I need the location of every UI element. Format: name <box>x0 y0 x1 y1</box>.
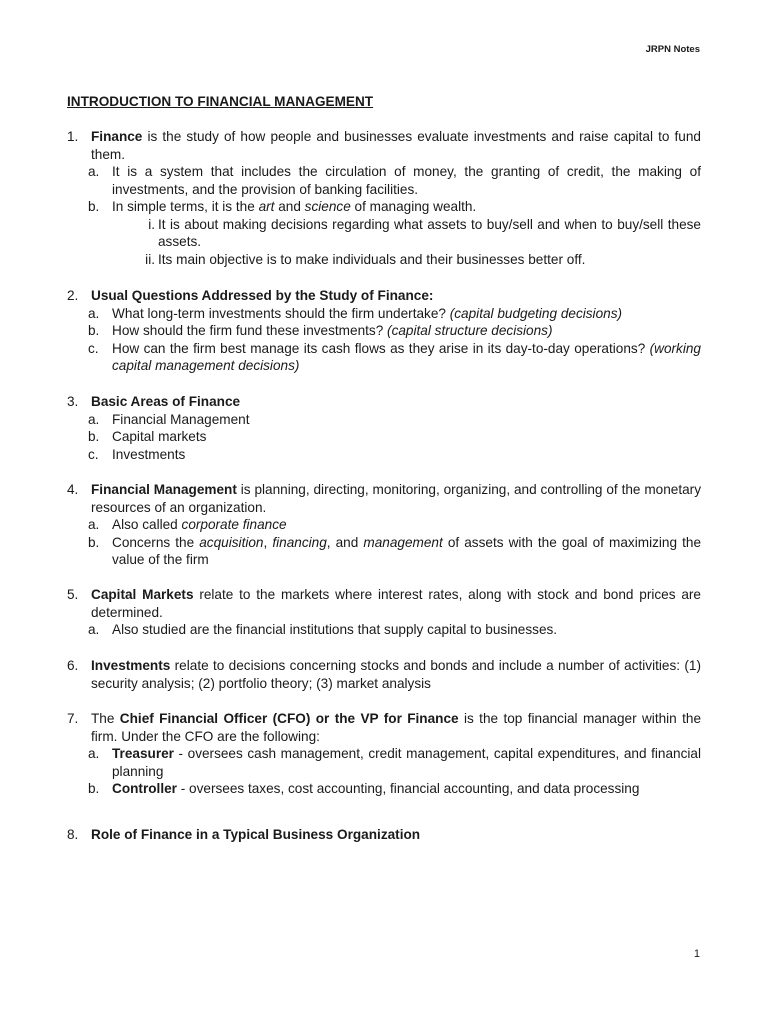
sub-item: a. Financial Management <box>88 411 250 427</box>
item-text: relate to the markets where interest rates, along with stock and bond prices are determined. <box>91 587 701 620</box>
item-term: Investments <box>91 658 171 673</box>
list-item-6 <box>67 657 701 692</box>
item-text: is planning, directing, monitoring, organizing, and controlling of the monetary resources of an organization. <box>91 482 701 515</box>
item-heading: Usual Questions Addressed by the Study of Finance: <box>91 288 434 303</box>
list-item-8 <box>67 826 701 844</box>
item-number: 8. <box>67 827 79 842</box>
sub-item: b. Capital markets <box>88 429 207 444</box>
item-text: relate to decisions concerning stocks and bonds and include a number of activities: (1) security analysis; (2) portfolio theory; (3) market analysis <box>91 658 701 691</box>
item-number: 3. <box>67 394 79 409</box>
sub-sub-item: ii. Its main objective is to make individuals and their businesses better off. <box>145 251 586 267</box>
item-number: 1. <box>67 129 79 144</box>
item-term: Capital Markets <box>91 587 194 602</box>
list-item-5 <box>67 586 701 639</box>
item-number: 7. <box>67 711 79 726</box>
item-term: Finance <box>91 129 143 144</box>
item-number: 4. <box>67 482 79 497</box>
header-note: JRPN Notes <box>645 44 700 55</box>
item-number: 6. <box>67 658 79 673</box>
sub-item: b. Controller - oversees taxes, cost accounting, financial accounting, and data processing <box>88 781 640 796</box>
sub-item: a. Also called corporate finance <box>88 517 287 532</box>
page-number: 1 <box>693 948 700 960</box>
item-heading: Basic Areas of Finance <box>91 394 241 409</box>
item-term: Financial Management <box>91 482 237 497</box>
item-text: is the study of how people and businesses evaluate investments and raise capital to fund them. <box>91 129 701 162</box>
list-item-3 <box>67 393 701 463</box>
list-item-4 <box>67 481 701 569</box>
sub-item: b. In simple terms, it is the art and science of managing wealth. <box>88 199 477 214</box>
item-heading: Role of Finance in a Typical Business Organization <box>91 827 421 842</box>
sub-item: c. How can the firm best manage its cash flows as they arise in its day-to-day operations? (working capital management decisions) <box>88 340 701 373</box>
list-item-1 <box>67 128 701 268</box>
item-text: is the top financial manager within the firm. Under the CFO are the following: <box>91 711 701 744</box>
list-item-7: 7. The Chief Financial Officer (CFO) or the VP for Finance is the top financial manager within the firm. Under the CFO are the following: a. Treasurer - oversees cash management, credit management, capital expenditures, and financial planning b. Controller - oversees taxes, cost accounting, financial accounting, and data processing <box>67 711 701 796</box>
item-number: 5. <box>67 587 79 602</box>
sub-item: b. How should the firm fund these investments? (capital structure decisions) <box>88 323 553 338</box>
sub-item: a. Also studied are the financial institutions that supply capital to businesses. <box>88 622 558 637</box>
item-number: 2. <box>67 288 79 303</box>
sub-item: c. Investments <box>88 446 186 462</box>
document-title: INTRODUCTION TO FINANCIAL MANAGEMENT <box>67 94 374 109</box>
sub-item: a. What long-term investments should the firm undertake? (capital budgeting decisions) <box>88 305 623 321</box>
sub-item: a. Treasurer - oversees cash management, credit management, capital expenditures, and financial planning <box>88 746 701 779</box>
item-term: Chief Financial Officer (CFO) or the VP for Finance <box>119 711 459 726</box>
sub-sub-item: i. It is about making decisions regarding what assets to buy/sell and when to buy/sell these assets. <box>148 216 701 249</box>
sub-item: a. It is a system that includes the circulation of money, the granting of credit, the making of investments, and the provision of banking facilities. <box>88 164 701 197</box>
list-item-2 <box>67 287 701 375</box>
sub-item: b. Concerns the acquisition, financing, and management of assets with the goal of maximizing the value of the firm <box>88 534 702 567</box>
